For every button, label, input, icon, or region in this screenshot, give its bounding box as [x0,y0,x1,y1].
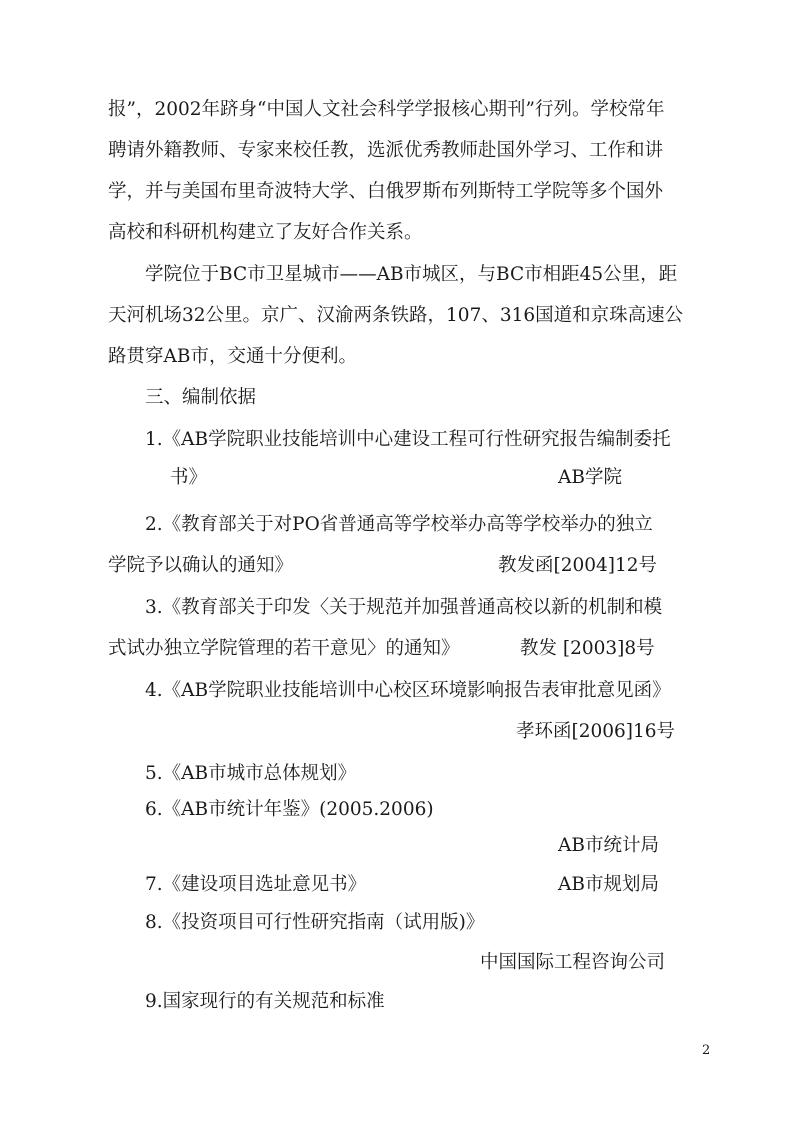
reference-item: 3.《教育部关于印发〈关于规范并加强普通高校以新的机制和模 [145,597,663,618]
reference-item: 7.《建设项目选址意见书》 [145,874,367,895]
reference-item-continued: 学院予以确认的通知》 [108,555,294,576]
page-number: 2 [702,1043,711,1058]
section-heading: 三、编制依据 [145,387,257,408]
reference-issuer: 教发函[2004]12号 [498,555,658,576]
reference-item: 9.国家现行的有关规范和标准 [145,991,385,1012]
reference-issuer: 教发 [2003]8号 [520,638,655,659]
reference-issuer: AB市规划局 [558,874,659,895]
reference-item: 6.《AB市统计年鉴》(2005.2006) [145,799,434,820]
reference-item: 2.《教育部关于对PO省普通高等学校举办高等学校举办的独立 [145,514,653,535]
body-text-line: 学，并与美国布里奇波特大学、白俄罗斯布列斯特工学院等多个国外 [108,181,664,202]
reference-issuer: 孝环函[2006]16号 [516,721,676,742]
reference-item: 1.《AB学院职业技能培训中心建设工程可行性研究报告编制委托 [145,429,671,450]
body-text-line: 报”，2002年跻身“中国人文社会科学学报核心期刊”行列。学校常年 [108,99,665,120]
reference-issuer: AB市统计局 [558,835,659,856]
body-text-line: 路贯穿AB市，交通十分便利。 [108,346,357,367]
body-text-line: 聘请外籍教师、专家来校任教，选派优秀教师赴国外学习、工作和讲 [108,140,664,161]
reference-item-continued: 书》 [170,467,208,488]
reference-item: 8.《投资项目可行性研究指南（试用版)》 [145,912,485,933]
reference-item: 5.《AB市城市总体规划》 [145,763,357,784]
reference-issuer: 中国国际工程咨询公司 [480,952,666,973]
body-text-line: 学院位于BC市卫星城市——AB市城区，与BC市相距45公里，距 [145,264,678,285]
reference-item: 4.《AB学院职业技能培训中心校区环境影响报告表审批意见函》 [145,680,671,701]
reference-issuer: AB学院 [558,467,622,488]
body-text-line: 天河机场32公里。京广、汉渝两条铁路，107、316国道和京珠高速公 [108,305,684,326]
body-text-line: 高校和科研机构建立了友好合作关系。 [108,222,423,243]
reference-item-continued: 式试办独立学院管理的若干意见〉的通知》 [108,638,460,659]
